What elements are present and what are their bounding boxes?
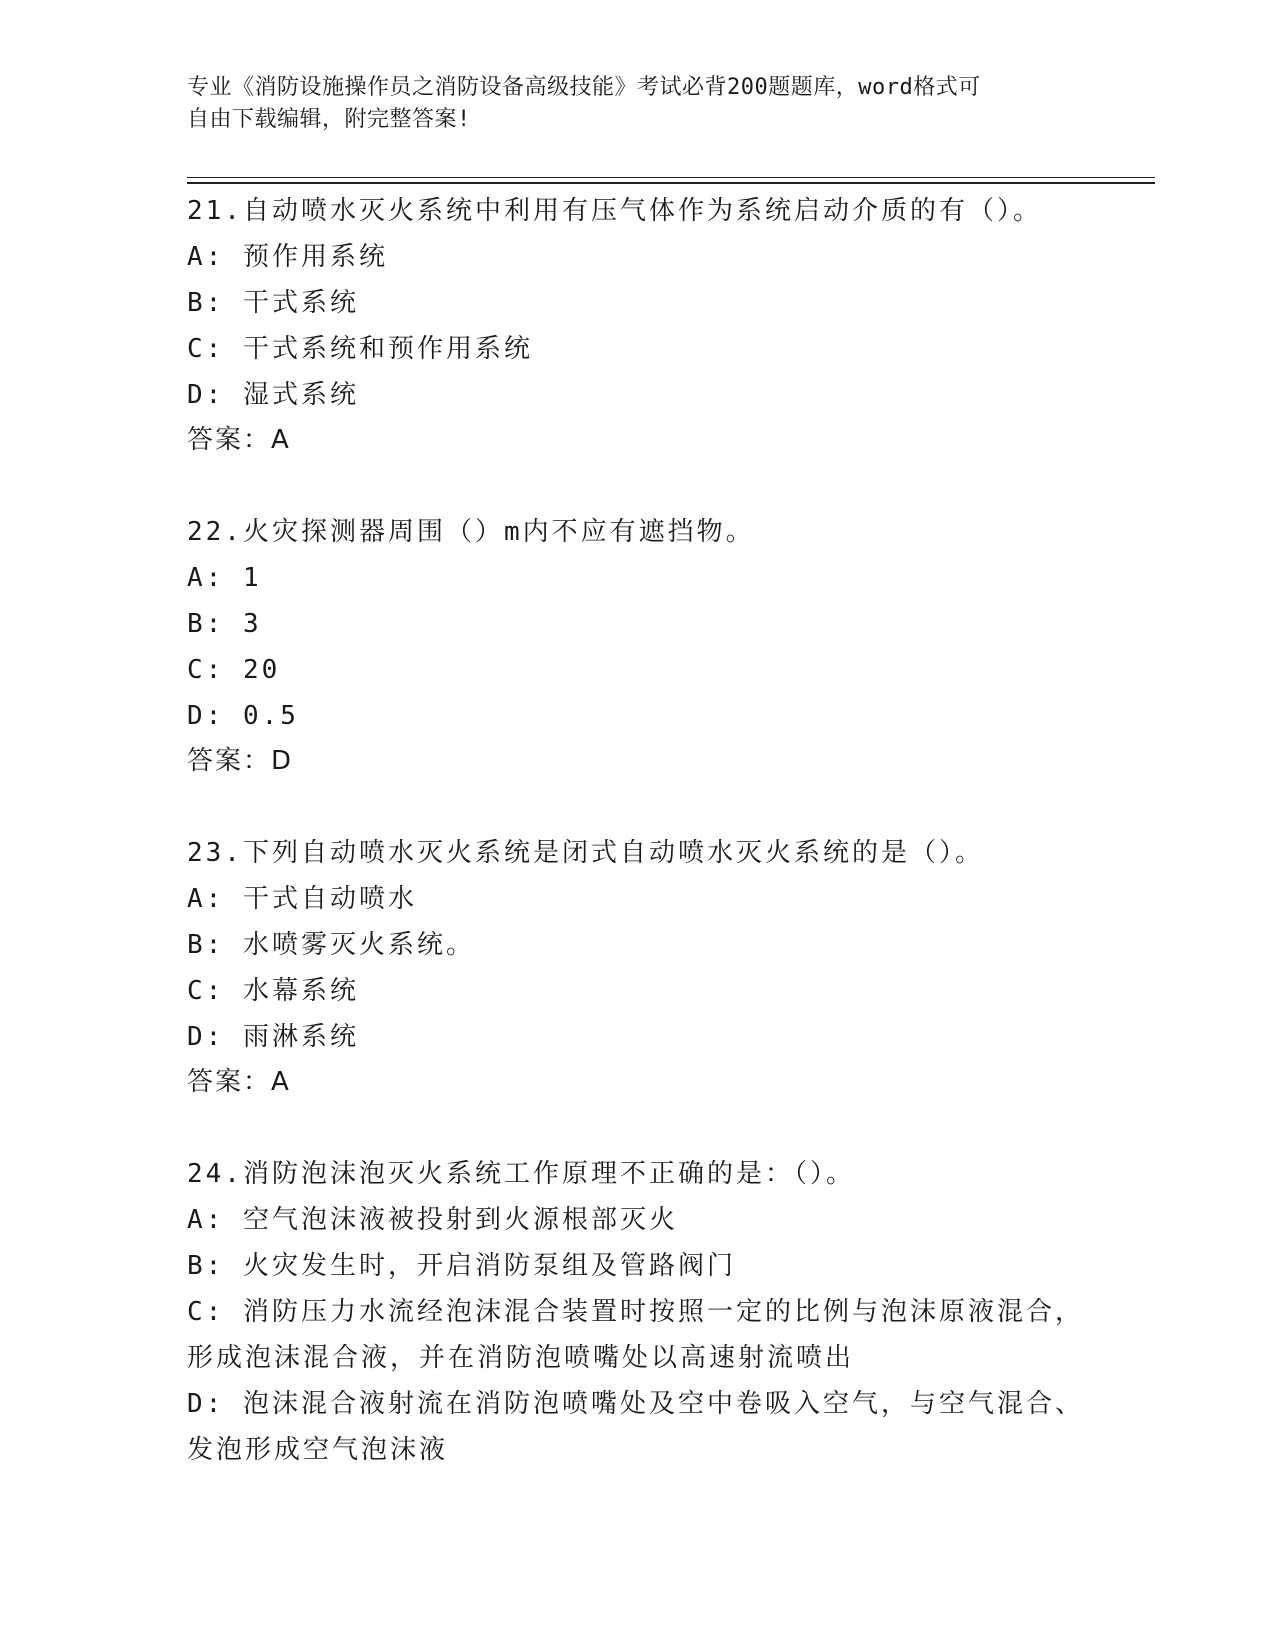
option-a: A: 空气泡沫液被投射到火源根部灭火: [187, 1205, 678, 1235]
question-24: [187, 1151, 1087, 1473]
question-stem: 22.火灾探测器周围（）m内不应有遮挡物。: [187, 517, 755, 547]
header-divider-thin: [187, 177, 1155, 178]
answer-label: 答案：D: [187, 746, 294, 776]
question-stem: 21.自动喷水灭火系统中利用有压气体作为系统启动介质的有（）。: [187, 196, 1042, 226]
question-23: [187, 830, 1087, 1104]
header-divider-thick: [187, 182, 1155, 184]
option-b: B: 水喷雾灭火系统。: [187, 930, 475, 960]
option-a: A: 干式自动喷水: [187, 884, 417, 914]
question-stem: 23.下列自动喷水灭火系统是闭式自动喷水灭火系统的是（）。: [187, 838, 984, 868]
option-c: C: 消防压力水流经泡沫混合装置时按照一定的比例与泡沫原液混合，形成泡沫混合液，并在消防泡喷嘴处以高速射流喷出: [187, 1297, 1084, 1373]
option-d: D: 湿式系统: [187, 380, 359, 410]
option-d: D: 泡沫混合液射流在消防泡喷嘴处及空中卷吸入空气，与空气混合、发泡形成空气泡沫液: [187, 1389, 1084, 1465]
option-a: A: 预作用系统: [187, 242, 388, 272]
question-21: [187, 188, 1087, 462]
question-22: [187, 509, 1087, 783]
answer-label: 答案：A: [187, 1067, 291, 1097]
option-b: B: 干式系统: [187, 288, 359, 318]
document-header: [187, 72, 1067, 136]
option-b: B: 火灾发生时，开启消防泵组及管路阀门: [187, 1251, 736, 1281]
option-a: A: 1: [187, 563, 262, 593]
question-list: [187, 188, 1087, 1520]
option-b: B: 3: [187, 609, 262, 639]
question-stem: 24.消防泡沫泡灭火系统工作原理不正确的是：（）。: [187, 1159, 855, 1189]
option-c: C: 20: [187, 655, 281, 685]
header-line-2: 自由下载编辑，附完整答案!: [187, 107, 471, 132]
option-c: C: 干式系统和预作用系统: [187, 334, 533, 364]
option-d: D: 0.5: [187, 701, 299, 731]
header-line-1: 专业《消防设施操作员之消防设备高级技能》考试必背200题题库，word格式可: [187, 75, 981, 100]
option-c: C: 水幕系统: [187, 976, 359, 1006]
option-d: D: 雨淋系统: [187, 1022, 359, 1052]
answer-label: 答案：A: [187, 425, 291, 455]
